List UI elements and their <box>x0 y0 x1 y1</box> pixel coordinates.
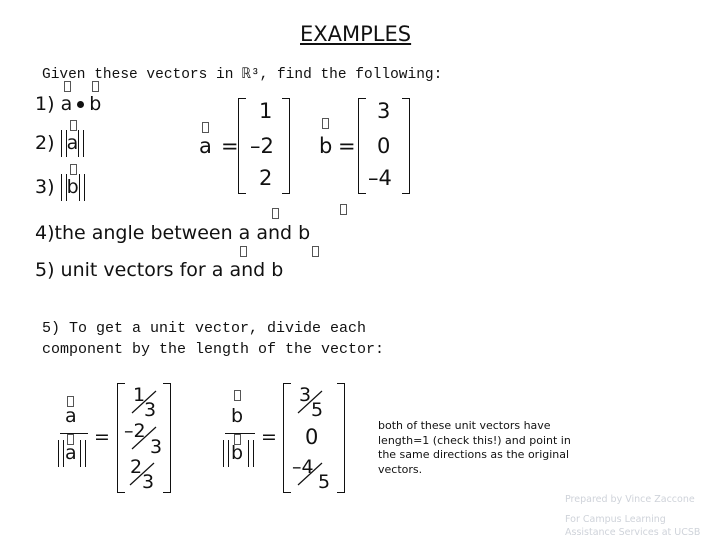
unit-b-entry-3-den: 5 <box>318 471 331 493</box>
question-5: 5) unit vectors for a and b <box>35 259 284 281</box>
question-2-a: a <box>66 132 79 154</box>
solution-line-1: 5) To get a unit vector, divide each <box>42 320 367 337</box>
norm-bar-icon <box>223 440 229 467</box>
question-2 <box>35 130 84 157</box>
solution-line-2: component by the length of the vector: <box>42 341 385 358</box>
unit-b-numerator: b <box>231 405 244 427</box>
vector-a-entry-1: 1 <box>259 99 273 123</box>
vector-arrow-icon <box>240 246 247 257</box>
question-3-b: b <box>66 176 79 198</box>
vector-arrow-icon <box>70 164 77 175</box>
matrix-left-bracket <box>238 98 246 194</box>
vector-arrow-icon <box>272 208 279 219</box>
unit-a-entry-3-den: 3 <box>142 471 155 493</box>
intro-text: Given these vectors in ℝ³, find the following: <box>42 67 443 83</box>
vector-b-name: b <box>319 134 333 158</box>
unit-a-entry-3-num: 2 <box>130 456 143 478</box>
question-2-number: 2) <box>35 132 55 154</box>
fraction-bar <box>60 433 88 434</box>
solution-text <box>42 318 384 360</box>
vector-b-entry-2: 0 <box>377 134 391 158</box>
unit-a-denominator: a <box>65 442 77 464</box>
matrix-left-bracket <box>358 98 366 194</box>
question-1-a: a <box>60 93 73 115</box>
fraction-slashes <box>118 383 168 493</box>
vector-a-entry-2: –2 <box>250 134 274 158</box>
unit-b-denominator: b <box>231 442 244 464</box>
unit-a-equals: = <box>94 426 110 448</box>
vector-a-name: a <box>199 134 212 158</box>
vector-arrow-icon <box>70 120 77 131</box>
question-1-number: 1) <box>35 93 55 115</box>
unit-b-entry-2: 0 <box>305 425 319 449</box>
vector-arrow-icon <box>92 81 99 92</box>
norm-bar-icon <box>248 440 254 467</box>
vector-b-entry-1: 3 <box>377 99 391 123</box>
page-title: EXAMPLES <box>300 22 412 46</box>
unit-b-equals: = <box>261 426 277 448</box>
question-1 <box>35 93 101 115</box>
unit-a-entry-2-den: 3 <box>150 436 163 458</box>
vector-arrow-icon <box>64 81 71 92</box>
vector-arrow-icon <box>340 204 347 215</box>
vector-arrow-icon <box>322 118 329 129</box>
norm-bar-icon <box>58 440 64 467</box>
vector-b-equals: = <box>338 134 356 158</box>
vector-a-equals: = <box>221 134 239 158</box>
norm-bar-icon <box>80 440 86 467</box>
unit-b-entry-3-num: –4 <box>292 456 314 478</box>
matrix-right-bracket <box>282 98 290 194</box>
unit-vector-note: both of these unit vectors have length=1 (check this!) and point in the same directions as the original vectors. <box>378 419 571 476</box>
vector-arrow-icon <box>312 246 319 257</box>
question-3-number: 3) <box>35 176 55 198</box>
question-1-b: b <box>89 93 102 115</box>
credit-line-2: For Campus Learning <box>565 514 666 525</box>
unit-a-entry-1-den: 3 <box>144 399 157 421</box>
dot-product-icon <box>77 101 84 108</box>
credit-line-1: Prepared by Vince Zaccone <box>565 494 695 505</box>
question-4: 4)the angle between a and b <box>35 222 311 244</box>
credit-line-3: Assistance Services at UCSB <box>565 527 701 538</box>
vector-arrow-icon <box>234 390 241 401</box>
vector-arrow-icon <box>202 122 209 133</box>
question-3 <box>35 174 85 201</box>
unit-a-entry-2-num: –2 <box>124 420 146 442</box>
unit-b-entry-1-num: 3 <box>299 384 312 406</box>
unit-b-entry-1-den: 5 <box>311 399 324 421</box>
matrix-right-bracket <box>402 98 410 194</box>
unit-a-numerator: a <box>65 405 77 427</box>
fraction-slashes <box>284 383 334 493</box>
norm-bar-icon <box>78 130 84 157</box>
matrix-right-bracket <box>337 383 345 493</box>
norm-bar-icon <box>79 174 85 201</box>
vector-b-entry-3: –4 <box>368 166 392 190</box>
unit-a-entry-1-num: 1 <box>133 384 146 406</box>
vector-a-entry-3: 2 <box>259 166 273 190</box>
